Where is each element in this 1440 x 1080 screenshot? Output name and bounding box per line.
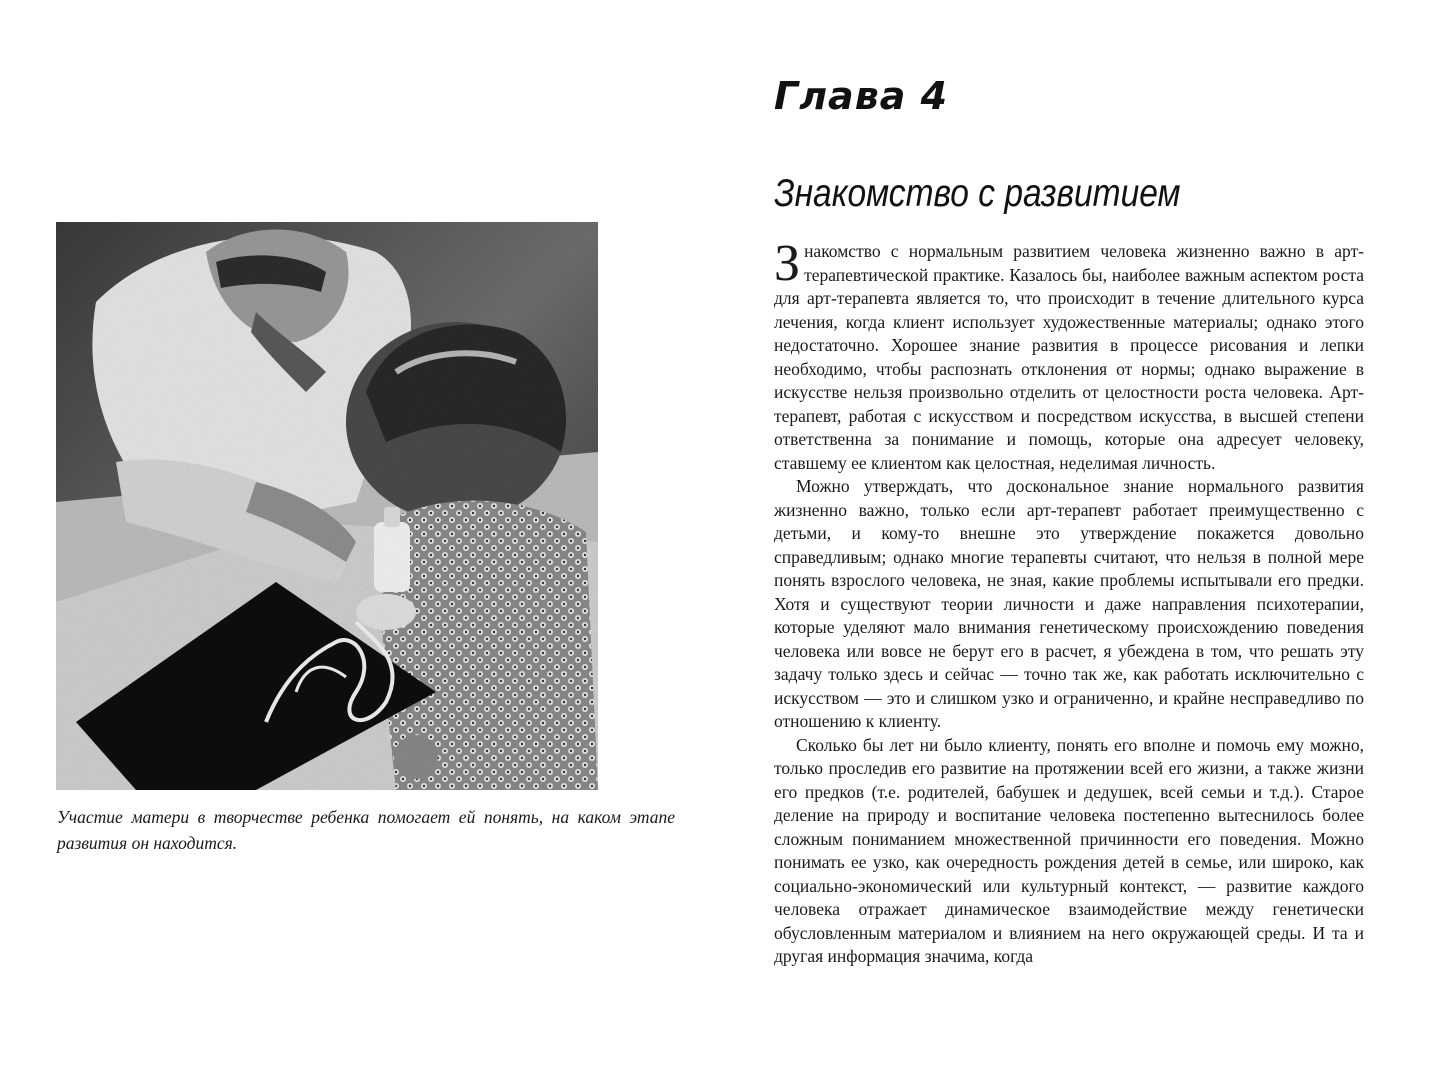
drop-cap: З [774, 235, 801, 292]
chapter-body [774, 235, 1364, 969]
chapter-title: Знакомство с развитием [774, 172, 1181, 215]
photo-illustration [56, 222, 598, 790]
paragraph-1-text: накомство с нормальным развитием человека жизненно важно в арт-терапевтической практике. Казалось бы, наиболее важным аспектом роста для арт-терапевта является то, что происходит в течение длительного курса лечения, когда клиент использует художественные материалы; однако этого недостаточно. Хорошее знание развития в процессе рисования и лепки необходимо, чтобы распознать отклонения от нормы; однако выражение в искусстве нельзя произвольно отделить от целостности роста человека. Арт-терапевт, работая с искусством и посредством искусства, в высшей степени ответственна за понимание и помощь, которые она адресует человеку, ставшему ее клиентом как целостная, неделимая личность. [774, 241, 1364, 473]
chapter-number: Глава 4 [774, 74, 949, 118]
paragraph-1 [774, 235, 1364, 475]
paragraph-3: Сколько бы лет ни было клиенту, понять его вполне и помочь ему можно, только проследив его развитие на протяжении всей его жизни, а также жизни его предков (т.е. родителей, бабушек и дедушек, всей семьи и т.д.). Старое деление на природу и воспитание человека постепенно вытеснилось более сложным пониманием множественной причинности его поведения. Можно понимать ее узко, как очередность рождения детей в семье, или широко, как социально-экономический или культурный контекст, — развитие каждого человека отражает динамическое взаимодействие между генетически обусловленным материалом и влиянием на него окружающей среды. И та и другая информация значима, когда [774, 734, 1364, 966]
paragraph-2: Можно утверждать, что досконaльное знание нормального развития жизненно важно, только если арт-терапевт работает преимущественно с детьми, и кому-то внешне это утверждение покажется довольно справедливым; однако многие терапевты считают, что нельзя в полной мере понять взрослого человека, не зная, какие проблемы испытывали его предки. Хотя и существуют теории личности и даже направления психотерапии, которые уделяют мало внимания генетическому происхождению поведения человека или вовсе не берут его в расчет, я убеждена в том, что решать эту задачу только здесь и сейчас — точно так же, как работать исключительно с искусством — это и слишком узко и ограниченно, и крайне несправедливо по отношению к клиенту. [774, 476, 1364, 731]
photo-mother-and-child [56, 222, 598, 790]
photo-caption: Участие матери в творчестве ребенка помогает ей понять, на каком этапе развития он находится. [57, 807, 675, 853]
